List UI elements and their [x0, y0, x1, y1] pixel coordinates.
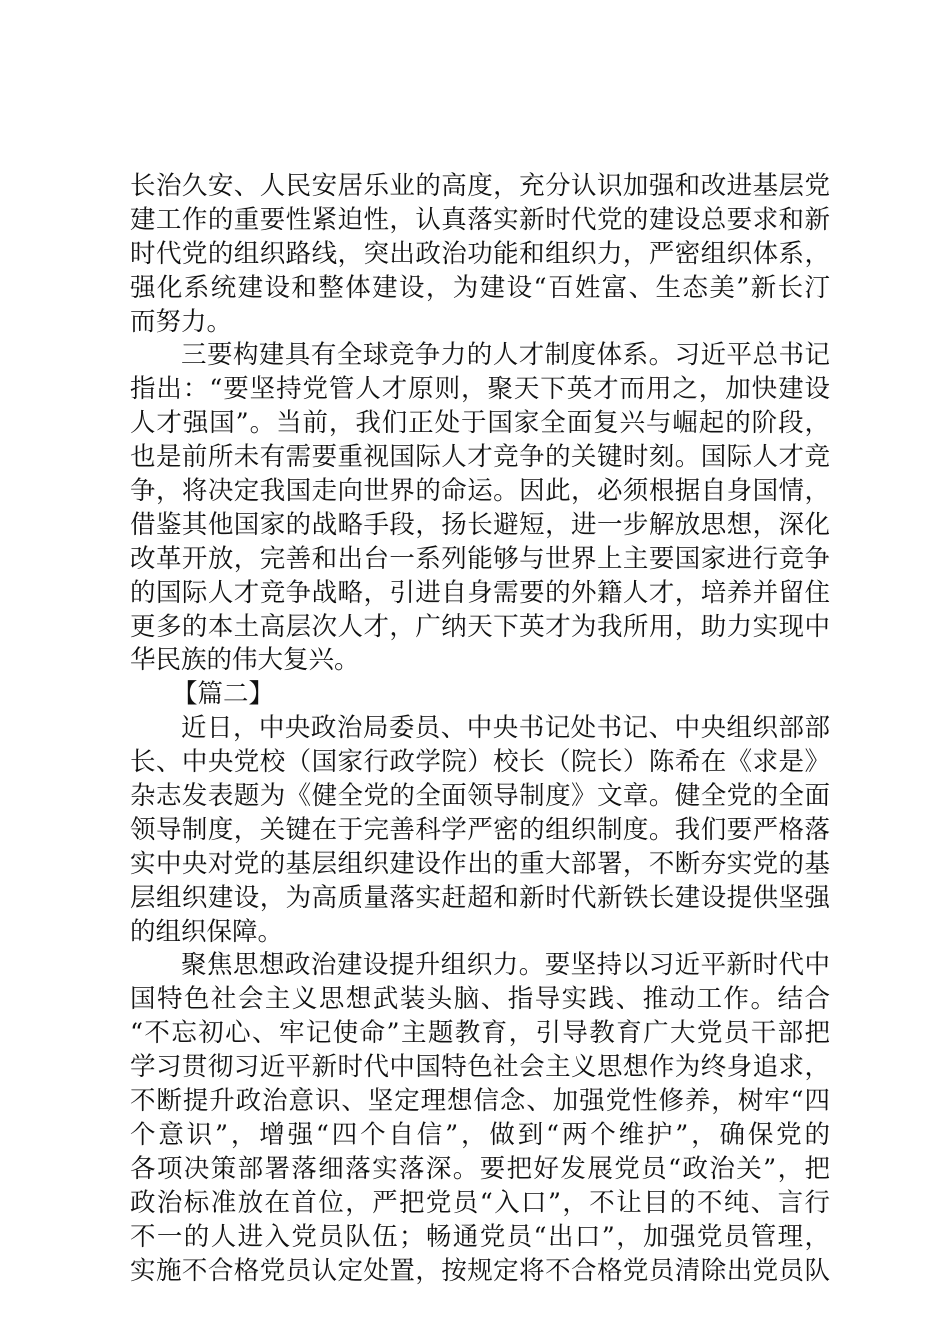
text-line: 指出：“要坚持党管人才原则，聚天下英才而用之，加快建设 — [130, 374, 830, 405]
text-line: 长治久安、人民安居乐业的高度，充分认识加强和改进基层党 — [130, 171, 830, 201]
text-line: 的国际人才竞争战略，引进自身需要的外籍人才，培养并留住 — [130, 577, 830, 608]
text-line: “不忘初心、牢记使命”主题教育，引导教育广大党员干部把 — [130, 1018, 830, 1049]
text-line: 近日，中央政治局委员、中央书记处书记、中央组织部部 — [181, 713, 830, 744]
text-line: 聚焦思想政治建设提升组织力。要坚持以习近平新时代中 — [181, 950, 830, 981]
text-line: 领导制度，关键在于完善科学严密的组织制度。我们要严格落 — [130, 814, 830, 845]
text-line: 实施不合格党员认定处置，按规定将不合格党员清除出党员队 — [130, 1255, 830, 1286]
text-line: 层组织建设，为高质量落实赶超和新时代新铁长建设提供坚强 — [130, 882, 830, 913]
section-heading-text: 【篇二】 — [172, 679, 275, 710]
text-line: 建工作的重要性紧迫性，认真落实新时代党的建设总要求和新 — [130, 204, 830, 235]
text-line: 各项决策部署落细落实落深。要把好发展党员“政治关”，把 — [130, 1153, 830, 1184]
document-body — [130, 170, 830, 1288]
text-line: 而努力。 — [130, 306, 233, 337]
text-line: 改革开放，完善和出台一系列能够与世界上主要国家进行竞争 — [130, 543, 830, 574]
text-line: 个意识”，增强“四个自信”，做到“两个维护”，确保党的 — [130, 1119, 830, 1150]
text-line: 杂志发表题为《健全党的全面领导制度》文章。健全党的全面 — [130, 781, 830, 812]
text-line: 人才强国”。当前，我们正处于国家全面复兴与崛起的阶段， — [130, 408, 830, 439]
section-heading — [130, 678, 830, 712]
text-line: 国特色社会主义思想武装头脑、指导实践、推动工作。结合 — [130, 984, 830, 1015]
text-line: 不一的人进入党员队伍；畅通党员“出口”，加强党员管理， — [130, 1221, 830, 1252]
text-line: 借鉴其他国家的战略手段，扬长避短，进一步解放思想，深化 — [130, 509, 830, 540]
text-line: 长、中央党校（国家行政学院）校长（院长）陈希在《求是》 — [130, 747, 830, 778]
paragraph-1 — [130, 170, 830, 339]
text-line: 也是前所未有需要重视国际人才竞争的关键时刻。国际人才竞 — [130, 442, 830, 473]
text-line: 学习贯彻习近平新时代中国特色社会主义思想作为终身追求， — [130, 1052, 830, 1083]
text-line: 三要构建具有全球竞争力的人才制度体系。习近平总书记 — [181, 340, 830, 371]
text-line: 的组织保障。 — [130, 916, 284, 947]
text-line: 时代党的组织路线，突出政治功能和组织力，严密组织体系， — [130, 238, 830, 269]
paragraph-2 — [130, 339, 830, 678]
text-line: 强化系统建设和整体建设，为建设“百姓富、生态美”新长汀 — [130, 272, 830, 303]
text-line: 华民族的伟大复兴。 — [130, 645, 360, 676]
paragraph-3 — [130, 712, 830, 949]
text-line: 实中央对党的基层组织建设作出的重大部署，不断夯实党的基 — [130, 848, 830, 879]
text-line: 不断提升政治意识、坚定理想信念、加强党性修养，树牢“四 — [130, 1086, 830, 1117]
text-line: 政治标准放在首位，严把党员“入口”，不让目的不纯、言行 — [130, 1187, 830, 1218]
text-line: 更多的本土高层次人才，广纳天下英才为我所用，助力实现中 — [130, 611, 830, 642]
text-line: 争，将决定我国走向世界的命运。因此，必须根据自身国情， — [130, 476, 830, 507]
paragraph-4 — [130, 949, 830, 1288]
